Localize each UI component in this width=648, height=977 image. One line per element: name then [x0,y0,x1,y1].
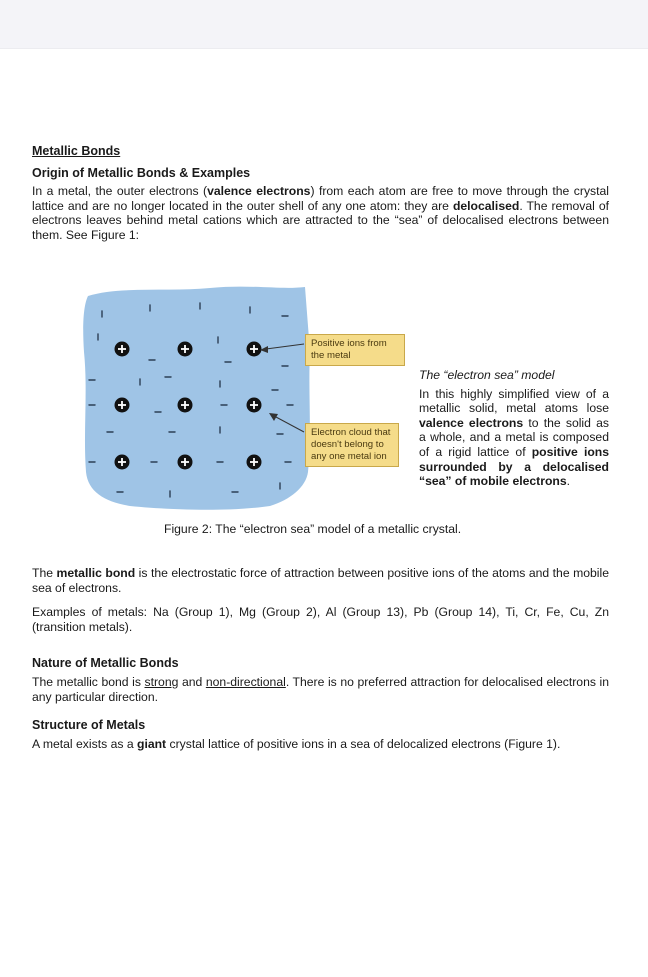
section-heading-origin: Origin of Metallic Bonds & Examples [32,165,251,180]
positive-ion-icon [247,455,262,470]
bold-term: valence electrons [207,184,311,199]
text-run: . The removal of electrons leaves behind metal cations which are attracted to the “sea” of delocalised electrons between them. See Figure 1: [32,198,609,242]
underlined-term: non-directional [205,674,286,689]
callout-electron-cloud: Electron cloud that doesn't belong to any one metal ion [305,423,399,467]
top-bar [0,0,648,49]
callout-positive-ions: Positive ions from the metal [305,334,405,366]
text-run: to the solid as a whole, and a metal is composed of a rigid lattice of [419,415,610,459]
text-run: crystal lattice of positive ions in a sea of delocalized electrons (Figure 1). [166,736,561,751]
positive-ion-icon [115,342,130,357]
body-section [32,566,609,751]
text-run: A metal exists as a [32,736,137,751]
intro-section [32,144,609,243]
positive-ion-icon [178,398,193,413]
text-run: The metallic bond is [32,674,145,689]
text-run: In this highly simplified view of a metallic solid, metal atoms lose [419,386,609,416]
metallic-bond-paragraph [32,566,609,595]
electron-cloud-shape [83,287,310,510]
positive-ion-icon [178,455,193,470]
positive-ion-icon [178,342,193,357]
caption-title: The “electron sea” model [419,368,555,382]
text-run: is the electrostatic force of attraction between positive ions of the atoms and the mobile sea of electrons. [32,566,609,595]
bold-term: valence electrons [419,415,524,430]
nature-paragraph [32,675,609,704]
electron-sea-figure [80,282,620,542]
text-run: and [178,674,206,689]
bold-term: giant [137,736,167,751]
figure-caption-text [419,368,609,489]
intro-paragraph [32,184,609,242]
caption-paragraph [419,387,609,489]
electron-cloud-diagram [80,282,380,512]
section-heading-nature: Nature of Metallic Bonds [32,656,179,671]
section-heading-structure: Structure of Metals [32,718,146,733]
positive-ion-icon [247,342,262,357]
bold-term: positive ions surrounded by a delocalised “sea” of mobile electrons [419,444,609,489]
structure-paragraph [32,737,609,752]
positive-ion-icon [115,398,130,413]
positive-ion-icon [247,398,262,413]
page-title: Metallic Bonds [32,144,121,158]
examples-paragraph: Examples of metals: Na (Group 1), Mg (Group 2), Al (Group 13), Pb (Group 14), Ti, Cr, Fe, Cu, Zn (transition metals). [32,605,609,634]
underlined-term: strong [144,674,179,689]
positive-ion-icon [115,455,130,470]
text-run: . There is no preferred attraction for delocalised electrons in any particular direction. [32,674,610,704]
text-run: ) from each atom are free to move through the crystal lattice and are no longer located in the outer shell of any one atom: they are [32,184,610,213]
text-run: . [566,474,571,489]
text-run: The [32,566,57,580]
text-run: In a metal, the outer electrons ( [32,184,208,199]
figure-label: Figure 2: The “electron sea” model of a metallic crystal. [164,522,462,536]
bold-term: metallic bond [56,566,136,580]
bold-term: delocalised [452,198,520,213]
